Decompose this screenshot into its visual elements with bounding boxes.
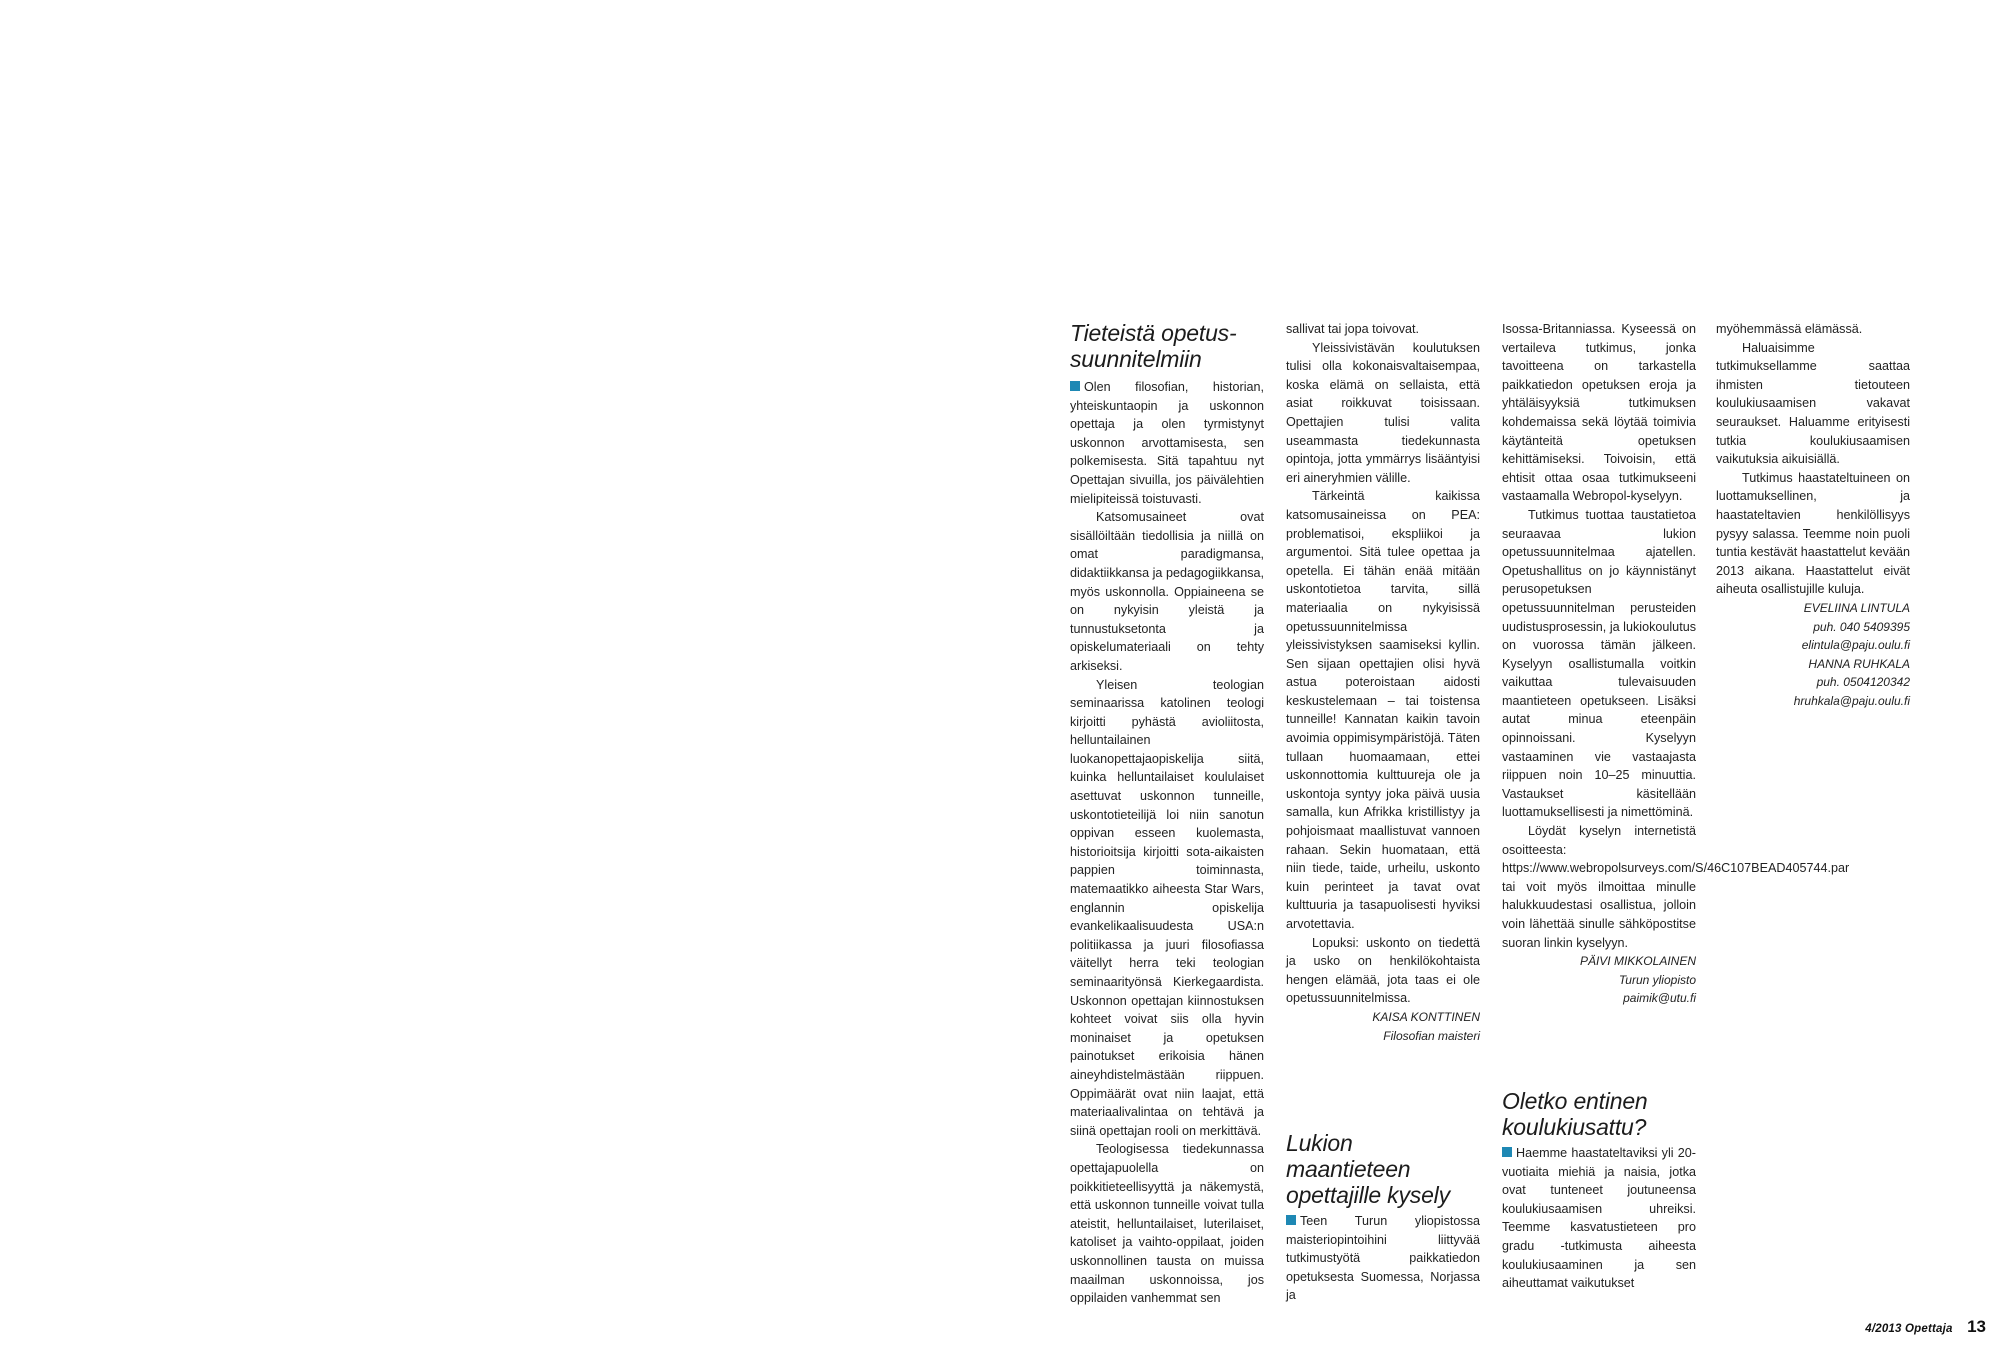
column-3-lower — [1502, 1088, 1696, 1293]
paragraph: Yleissivistävän koulutuksen tulisi olla kokonaisvaltaisempaa, koska elämä on sellaista, että asiat roikkuvat toisissaan. Opettajien tulisi valita useammasta tiedekunnasta opintoja, jotta ymmärrys lisääntyisi eri aineryhmien välille. — [1286, 340, 1480, 485]
author-signature — [1502, 952, 1696, 1008]
author-name: EVELIINA LINTULA — [1803, 600, 1910, 615]
square-bullet-icon — [1502, 1147, 1512, 1157]
paragraph: Yleisen teologian seminaarissa katolinen teologi kirjoitti pyhästä avioliitosta, helluntailainen luokanopettajaopiskelija siitä, kuinka helluntailaiset koululaiset asettuvat uskonnon tunneille, uskontotieteilijä loi niin sanotun oppivan esseen kuolemasta, historioitsija kirjoitti sota-aikaisten pappien toiminnasta, matemaatikko aiheesta Star Wars, englannin opiskelija evankelikaalisuudesta USA:n politiikassa ja juuri filosofiassa väitellyt herra teki teologian seminaarityönsä Kierkegaardista. Uskonnon opettajan kiinnostuksen kohteet voivat siis olla hyvin moninaiset ja opetuksen painotukset erikoisia hänen aineyhdistelmästään riippuen. Oppimäärät ovat niin laajat, että materiaalivalintaa on tehtävä ja siinä opettajan rooli on merkittävä. — [1070, 677, 1264, 1138]
author-email: elintula@paju.oulu.fi — [1801, 638, 1910, 653]
column-2 — [1286, 320, 1480, 1045]
column-1 — [1070, 320, 1264, 1308]
author-phone: puh. 040 5409395 — [1813, 619, 1910, 634]
page-footer — [1865, 1317, 1986, 1337]
article-heading-tieteista: Tieteistä opetus-suunnitelmiin — [1070, 320, 1237, 372]
author-title: Filosofian maisteri — [1383, 1028, 1480, 1043]
paragraph: Tärkeintä kaikissa katsomusaineissa on PEA: problematisoi, ekspliikoi ja argumentoi. Sitä tulee opettaa ja opetella. Ei tähän enää mitään uskontotietoa tarvita, sillä materiaalia on nykyisissä opetussuunnitelmissa yleissivistyksen saamiseksi kyllin. Sen sijaan opettajien olisi hyvä astua poteroistaan aidosti keskustelemaan – tai toistensa tunneille! Kannatan kaikin tavoin avoimia oppimisympäristöjä. Täten tullaan huomaamaan, ettei uskonnottomia kulttuureja ole ja uskontoja syntyy joka päivä uusia samalla, kun Afrikka kristillistyy ja pohjoismaat maallistuvat vannoen rahaan. Sekin huomataan, että niin tiede, taide, urheilu, uskonto kuin perinteet ja tavat ovat kulttuuria ja tasapuolisesti hyviksi arvotettavia. — [1286, 489, 1480, 931]
page-number: 13 — [1967, 1317, 1986, 1336]
paragraph: Olen filosofian, historian, yhteiskuntaopin ja uskonnon opettaja ja olen tyrmistynyt uskonnon arvottamisesta, sen polkemisesta. Sitä tapahtuu nyt Opettajan sivuilla, jos päivälehtien mielipiteissä toistuvasti. — [1070, 380, 1264, 506]
paragraph: Teologisessa tiedekunnassa opettajapuolella on poikkitieteellisyyttä ja näkemystä, että uskonnon tunneille voivat tulla ateistit, helluntailaiset, luterilaiset, katoliset ja vaihto-oppilaat, joiden uskonnollinen tausta on muissa maailman uskonnoissa, jos oppilaiden vanhemmat sen — [1070, 1142, 1264, 1306]
column-2-lower — [1286, 1130, 1480, 1305]
author-name: PÄIVI MIKKOLAINEN — [1579, 954, 1696, 969]
paragraph: myöhemmässä elämässä. — [1716, 322, 1863, 336]
paragraph: Teen Turun yliopistossa maisteriopintoihini liittyvää tutkimustyötä paikkatiedon opetuksesta Suomessa, Norjassa ja — [1286, 1214, 1480, 1303]
author-signature — [1286, 1008, 1480, 1045]
article-heading-lukion-maantieteen: Lukion maantieteen opettajille kysely — [1286, 1130, 1450, 1208]
paragraph: Löydät kyselyn internetistä osoitteesta: https://www.webropolsurveys.com/S/46C107BEAD405744.par tai voit myös ilmoittaa minulle halukkuudestasi osallistua, jolloin voin lähettää sinulle sähköpostitse suoran linkin kyselyyn. — [1502, 824, 1850, 950]
issue-label: 4/2013 Opettaja — [1865, 1323, 1953, 1335]
paragraph: Haluaisimme tutkimuksellamme saattaa ihmisten tietouteen koulukiusaamisen vakavat seuraukset. Haluamme erityisesti tutkia koulukiusaamisen vaikutuksia aikuisiällä. — [1716, 340, 1910, 467]
paragraph: Isossa-Britanniassa. Kyseessä on vertaileva tutkimus, jonka tavoitteena on tarkastella paikkatiedon opetuksen eroja ja yhtäläisyyksiä tutkimuksen kohdemaissa sekä löytää toimivia käytänteitä opetuksen kehittämiseksi. Toivoisin, että ehtisit ottaa osaa tutkimukseeni vastaamalla Webropol-kyselyyn. — [1502, 322, 1696, 504]
paragraph: Tutkimus tuottaa taustatietoa seuraavaa lukion opetussuunnitelmaa ajatellen. Opetushallitus on jo käynnistänyt perusopetuksen opetussuunnitelman perusteiden uudistusprosessin, ja lukiokoulutus on vuorossa tämän jälkeen. Kyselyyn osallistumalla voitkin vaikuttaa tulevaisuuden maantieteen opetukseen. Lisäksi autat minua eteenpäin opinnoissani. Kyselyyn vastaaminen vie vastaajasta riippuen noin 10–25 minuuttia. Vastaukset käsitellään luottamuksellisesti ja nimettöminä. — [1502, 507, 1696, 820]
square-bullet-icon — [1070, 381, 1080, 391]
article-heading-koulukiusattu: Oletko entinen koulukiusattu? — [1502, 1088, 1648, 1140]
paragraph: Katsomusaineet ovat sisällöiltään tiedollisia ja niillä on omat paradigmansa, didaktiikkansa ja pedagogiikkansa, myös uskonnolla. Oppiaineena se on nykyisin yleistä ja tunnustuksetonta ja opiskelumateriaali on tehty arkiseksi. — [1070, 510, 1264, 673]
paragraph: Lopuksi: uskonto on tiedettä ja usko on henkilökohtaista hengen elämää, jota taas ei ole opetussuunnitelmissa. — [1286, 935, 1480, 1006]
column-4 — [1716, 320, 1910, 710]
author-email: paimik@utu.fi — [1623, 991, 1696, 1006]
author-name: HANNA RUHKALA — [1808, 656, 1910, 671]
author-affiliation: Turun yliopisto — [1618, 972, 1696, 987]
paragraph: Tutkimus haastateltuineen on luottamuksellinen, ja haastateltavien henkilöllisyys pysyy salassa. Teemme noin puoli tuntia kestävät haastattelut kevään 2013 aikana. Haastattelut eivät aiheuta osallistujille kuluja. — [1716, 470, 1910, 597]
square-bullet-icon — [1286, 1215, 1296, 1225]
author-signature — [1716, 599, 1910, 711]
paragraph: Haemme haastateltaviksi yli 20-vuotiaita miehiä ja naisia, jotka ovat tunteneet joutuneensa koulukiusaamisen uhreiksi. Teemme kasvatustieteen pro gradu -tutkimusta aiheesta koulukiusaaminen ja sen aiheuttamat vaikutukset — [1502, 1146, 1696, 1291]
author-name: KAISA KONTTINEN — [1372, 1009, 1480, 1024]
paragraph: sallivat tai jopa toivovat. — [1286, 322, 1420, 336]
author-phone: puh. 0504120342 — [1816, 675, 1910, 690]
author-email: hruhkala@paju.oulu.fi — [1793, 693, 1910, 708]
